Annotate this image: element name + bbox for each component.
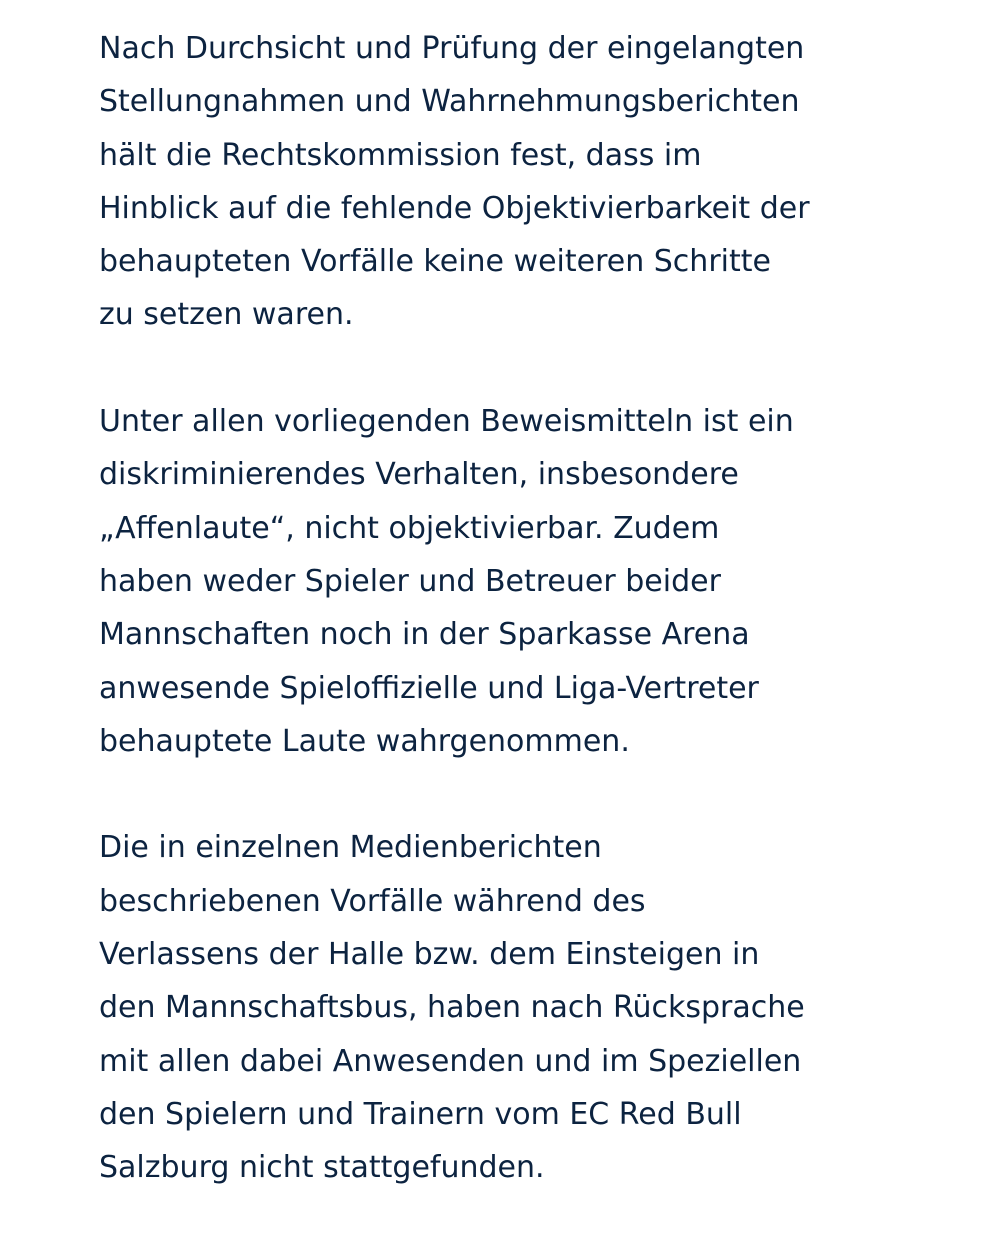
text-line: den Mannschaftsbus, haben nach Rücksprache <box>99 990 805 1026</box>
text-line: beschriebenen Vorfälle während des <box>99 883 646 919</box>
paragraph-2 <box>99 395 959 768</box>
text-line: mit allen dabei Anwesenden und im Speziellen <box>99 1043 802 1079</box>
text-line: Hinblick auf die fehlende Objektivierbarkeit der <box>99 190 810 226</box>
text-line: Salzburg nicht stattgefunden. <box>99 1150 545 1186</box>
text-line: Stellungnahmen und Wahrnehmungsberichten <box>99 84 800 120</box>
text-line: haben weder Spieler und Betreuer beider <box>99 563 721 599</box>
text-line: behauptete Laute wahrgenommen. <box>99 723 630 759</box>
text-line: Die in einzelnen Medienberichten <box>99 830 602 866</box>
paragraph-1 <box>99 22 959 342</box>
paragraph-3 <box>99 821 959 1194</box>
text-line: Unter allen vorliegenden Beweismitteln ist ein <box>99 404 794 440</box>
text-line: Mannschaften noch in der Sparkasse Arena <box>99 617 750 653</box>
text-line: hält die Rechtskommission fest, dass im <box>99 137 702 173</box>
text-line: den Spielern und Trainern vom EC Red Bull <box>99 1096 742 1132</box>
text-line: anwesende Spieloffizielle und Liga-Vertreter <box>99 670 759 706</box>
text-line: behaupteten Vorfälle keine weiteren Schritte <box>99 244 771 280</box>
text-line: „Affenlaute“, nicht objektivierbar. Zudem <box>99 510 720 546</box>
text-line: Nach Durchsicht und Prüfung der eingelangten <box>99 31 805 66</box>
text-line: zu setzen waren. <box>99 297 354 333</box>
text-line: diskriminierendes Verhalten, insbesondere <box>99 457 739 493</box>
article-body <box>99 22 959 1248</box>
text-line: Verlassens der Halle bzw. dem Einsteigen in <box>99 937 760 973</box>
